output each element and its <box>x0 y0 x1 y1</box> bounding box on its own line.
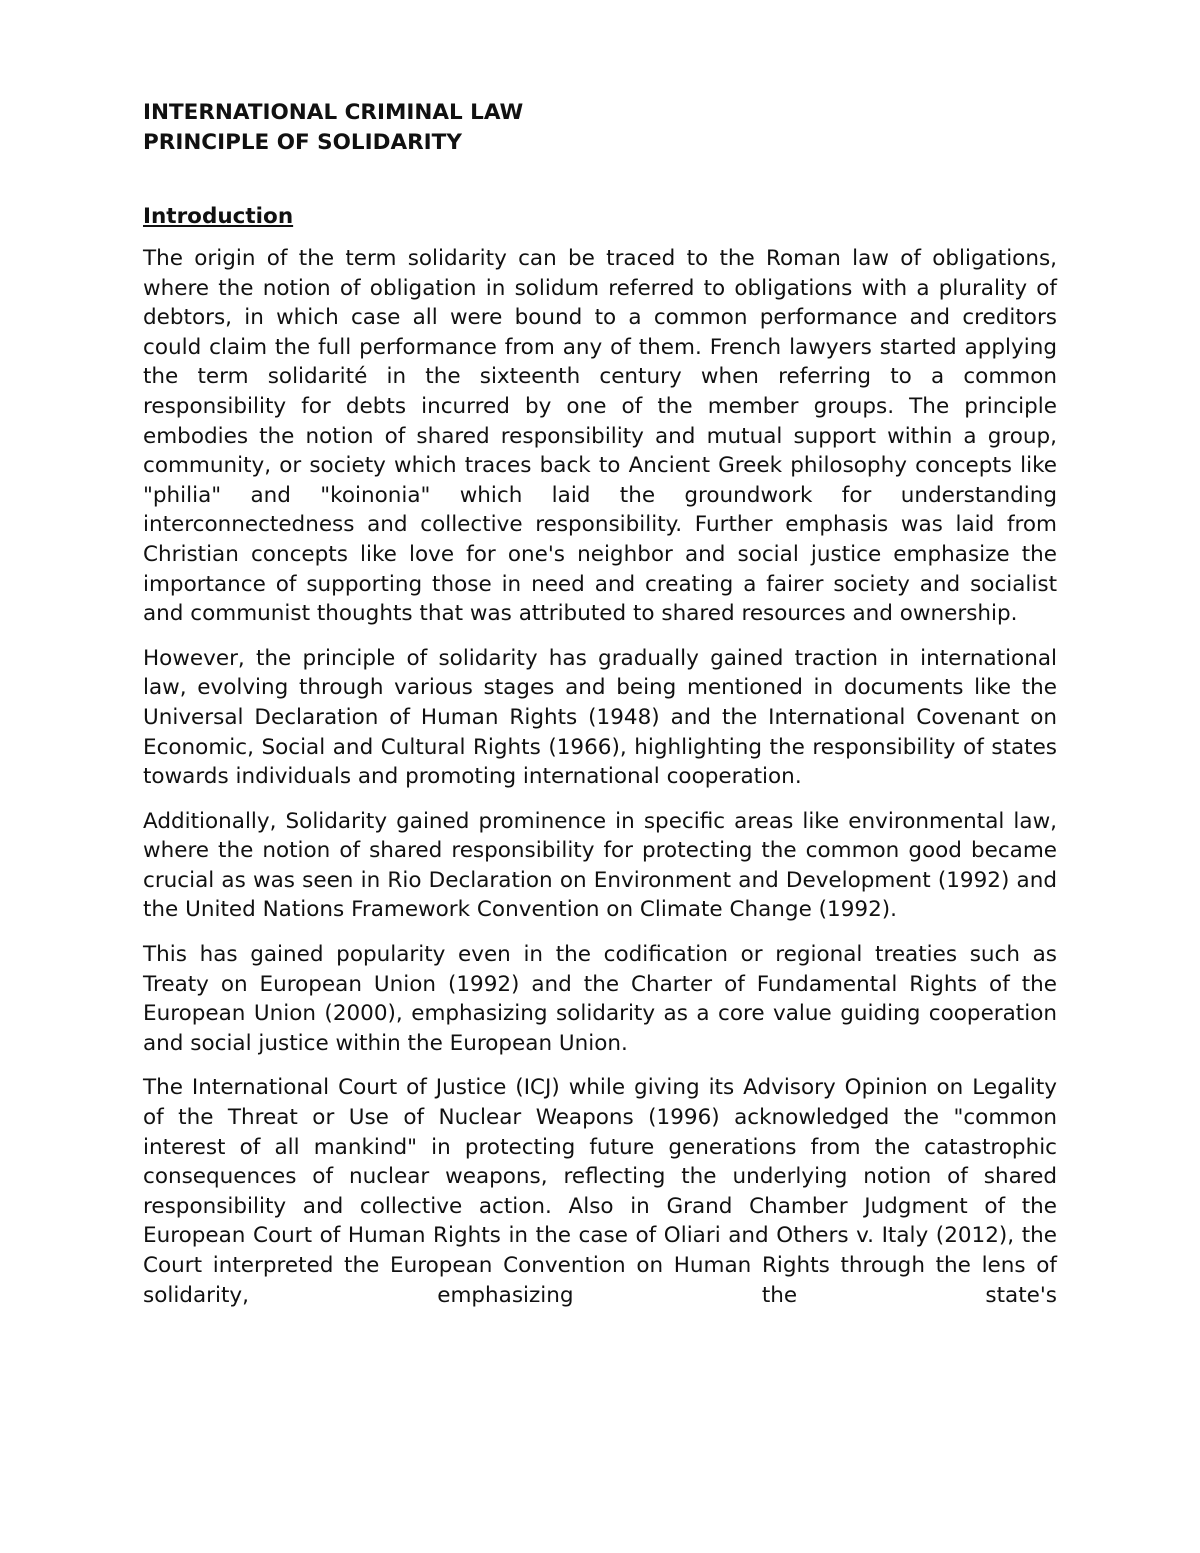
section-heading-introduction: Introduction <box>143 204 294 229</box>
paragraph-regional-treaties: This has gained popularity even in the codification or regional treaties such as Treaty on European Union (1992) and the Charter of Fundamental Rights of the European Union (2000), emphasizing solidarity as a core value guiding cooperation and social justice within the European Union. <box>143 942 1057 1056</box>
document-title: INTERNATIONAL CRIMINAL LAW <box>143 100 524 125</box>
paragraph-origin: The origin of the term solidarity can be traced to the Roman law of obligations, where the notion of obligation in solidum referred to obligations with a plurality of debtors, in which case all were bound to a common performance and creditors could claim the full performance from any of them. French lawyers started applying the term solidarité in the sixteenth century when referring to a common responsibility for debts incurred by one of the member groups. The principle embodies the notion of shared responsibility and mutual support within a group, community, or society which traces back to Ancient Greek philosophy concepts like "philia" and "koinonia" which laid the groundwork for understanding interconnectedness and collective responsibility. Further emphasis was laid from Christian concepts like love for one's neighbor and social justice emphasize the importance of supporting those in need and creating a fairer society and socialist and communist thoughts that was attributed to shared resources and ownership. <box>143 246 1057 627</box>
paragraph-environmental-law: Additionally, Solidarity gained prominence in specific areas like environmental law, where the notion of shared responsibility for protecting the common good became crucial as was seen in Rio Declaration on Environment and Development (1992) and the United Nations Framework Convention on Climate Change (1992). <box>143 808 1057 923</box>
document-subtitle: PRINCIPLE OF SOLIDARITY <box>143 130 462 155</box>
paragraph-international-law: However, the principle of solidarity has gradually gained traction in international law, evolving through various stages and being mentioned in documents like the Universal Declaration of Human Rights (1948) and the International Covenant on Economic, Social and Cultural Rights (1966), highlighting the responsibility of states towards individuals and promoting international cooperation. <box>143 645 1057 790</box>
document-page <box>143 98 1057 1310</box>
paragraph-icj-opinion: The International Court of Justice (ICJ) while giving its Advisory Opinion on Legality of the Threat or Use of Nuclear Weapons (1996) acknowledged the "common interest of all mankind" in protecting future generations from the catastrophic consequences of nuclear weapons, reflecting the underlying notion of shared responsibility and collective action. Also in Grand Chamber Judgment of the European Court of Human Rights in the case of Oliari and Others v. Italy (2012), the Court interpreted the European Convention on Human Rights through the lens of solidarity, emphasizing the state's <box>143 1075 1057 1308</box>
